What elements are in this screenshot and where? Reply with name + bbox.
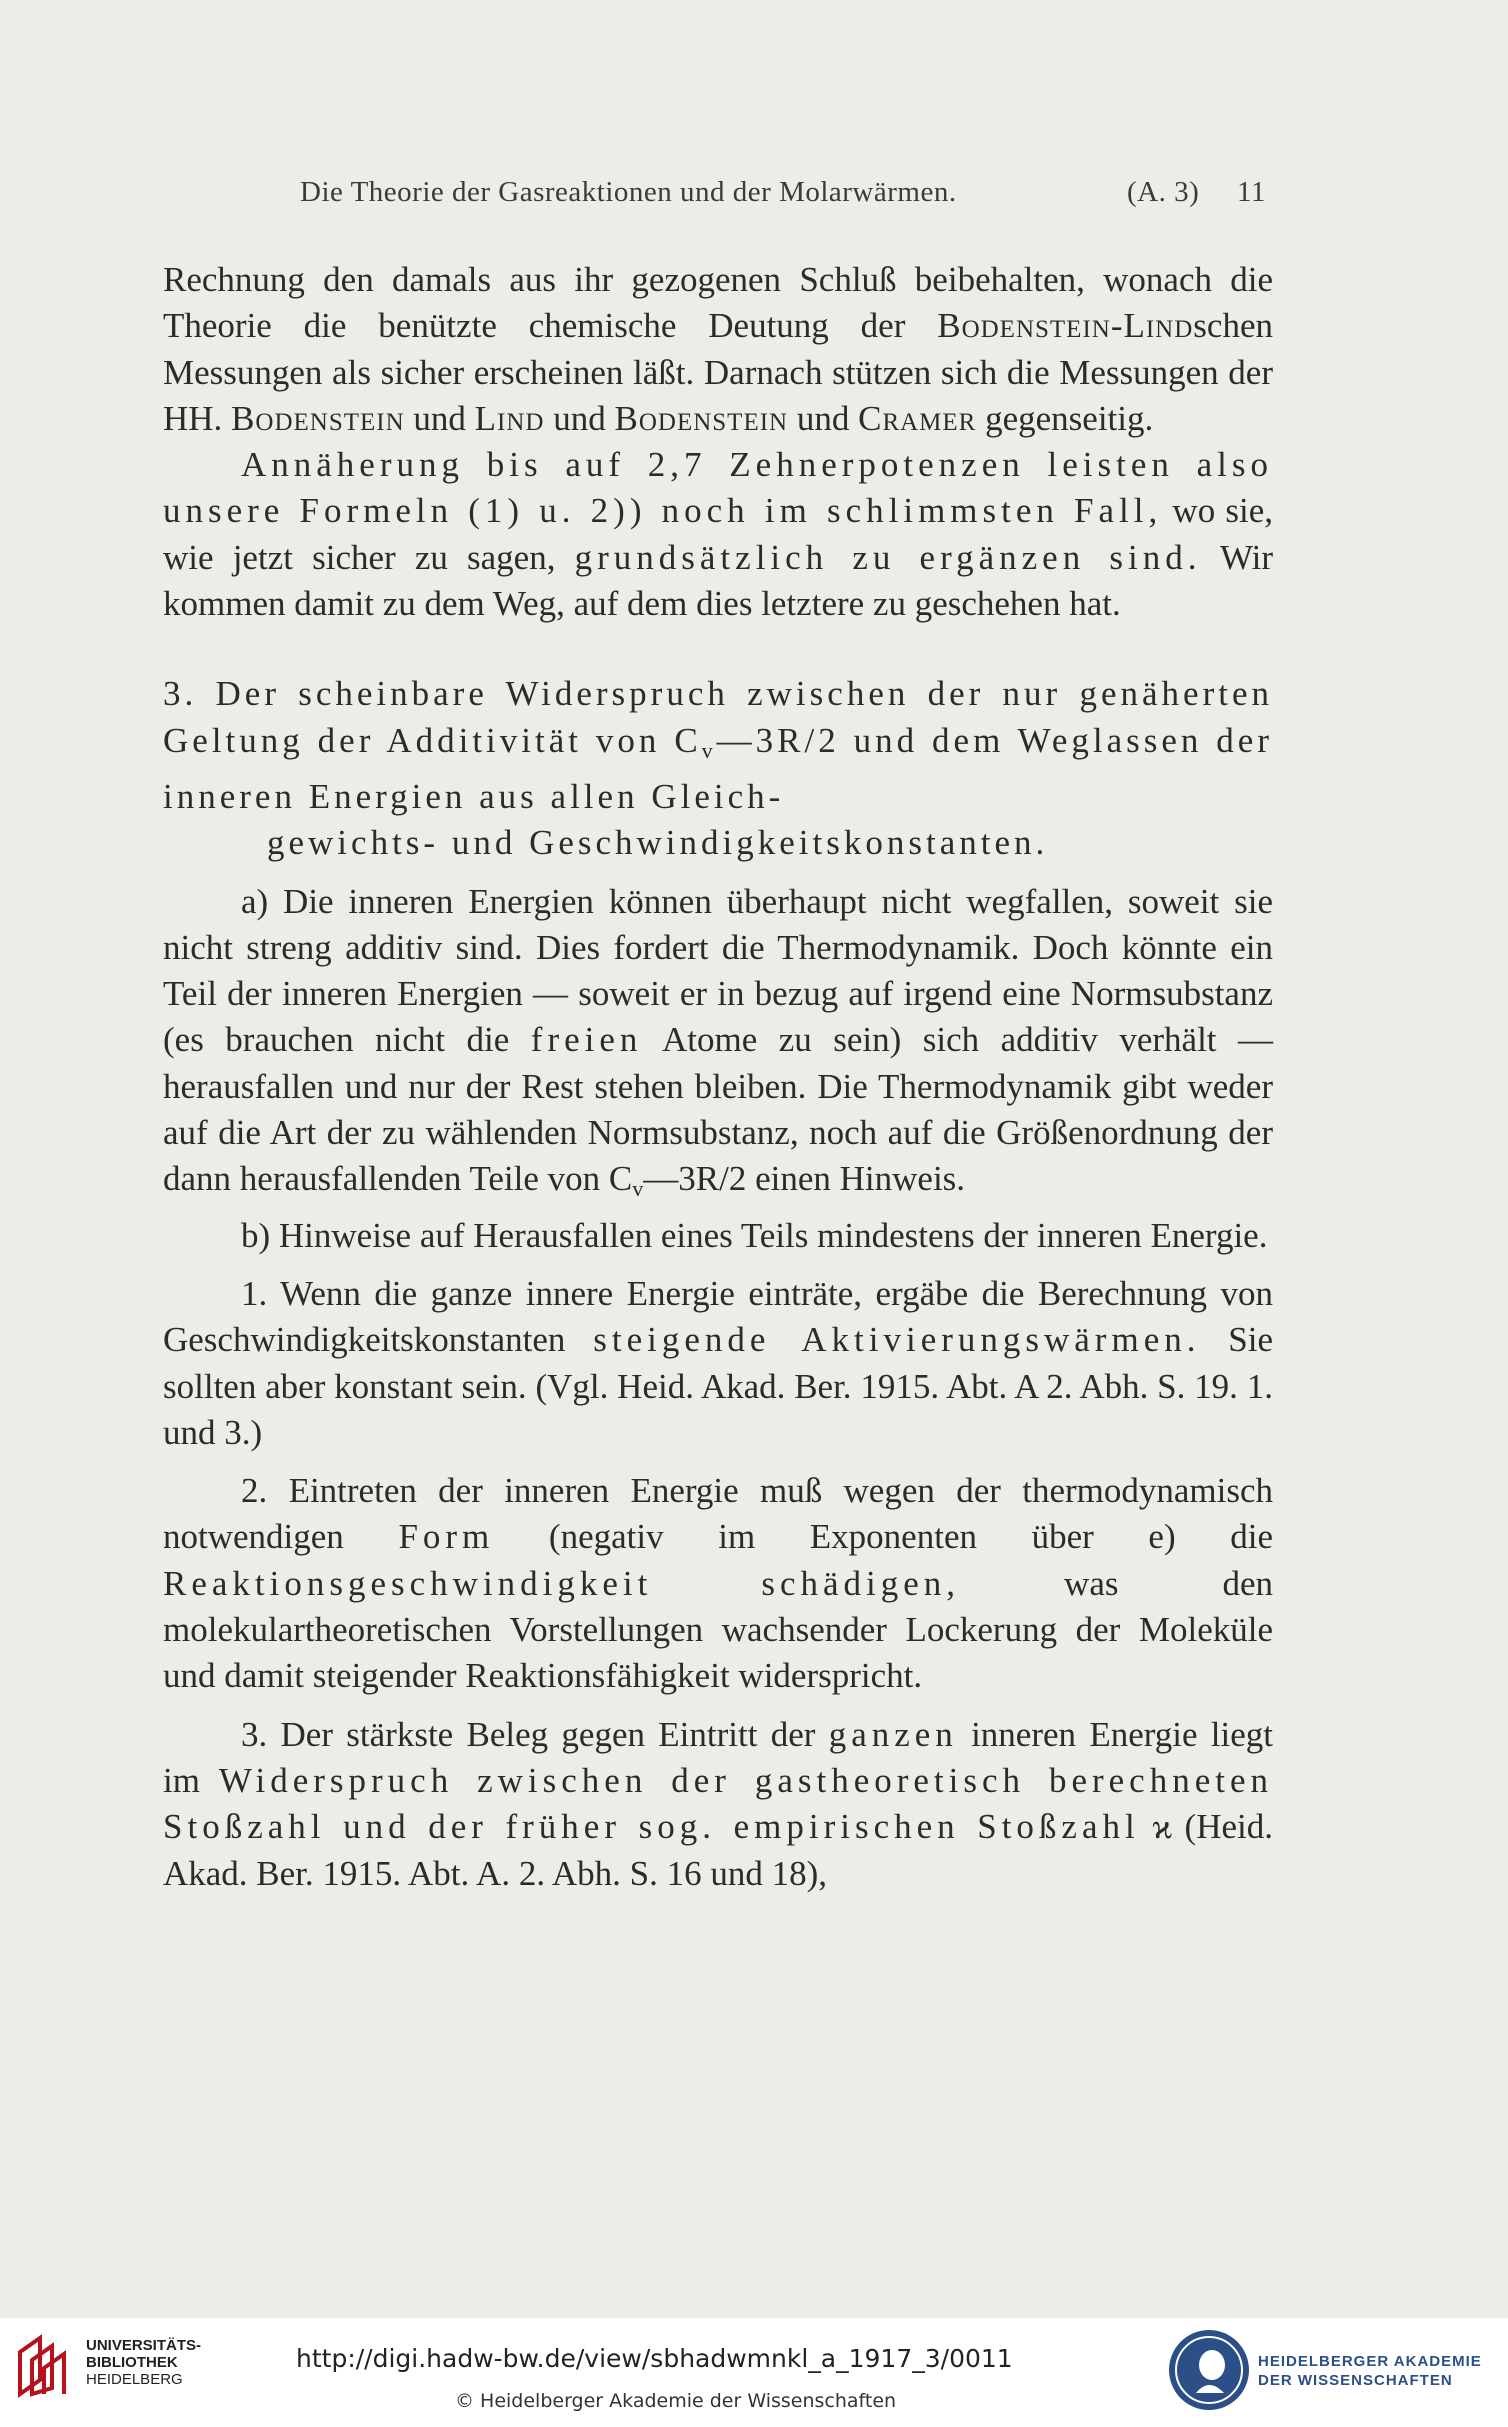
paragraph-1: 1. Wenn die ganze innere Energie einträte, ergäbe die Berechnung von Geschwindigkeitskonstanten steigende Aktivierungswärmen. Sie sollten aber konstant sein. (Vgl. Heid. Akad. Ber. 1915. Abt. A 2. Abh. S. 19. 1. und 3.) [163, 1273, 1273, 1452]
body-text [163, 257, 1273, 1897]
paragraph-a: a) Die inneren Energien können überhaupt nicht wegfallen, soweit sie nicht streng additiv sind. Dies fordert die Thermodynamik. Doch könnte ein Teil der inneren Energien — soweit er in bezug auf irgend eine Normsubstanz (es brauchen nicht die freien Atome zu sein) sich additiv verhält — herausfallen und nur der Rest stehen bleiben. Die Thermodynamik gibt weder auf die Art der zu wählenden Normsubstanz, noch auf die Größenordnung der dann herausfallenden Teile von $C_v—3R/2$ einen Hinweis. [163, 881, 1274, 1202]
section-heading: 3. Der scheinbare Widerspruch zwischen der nur genäherten Geltung der Additivität von $C_v—3R/2$ und dem Weglassen der inneren Energien aus allen Gleich- [163, 674, 1273, 816]
copyright-notice: © Heidelberger Akademie der Wissenschaften [455, 2390, 897, 2412]
academy-name: HEIDELBERGER AKADEMIE DER WISSENSCHAFTEN [1258, 2353, 1482, 2389]
university-library-name: UNIVERSITÄTS- BIBLIOTHEK HEIDELBERG [86, 2337, 202, 2388]
paragraph-b: b) Hinweise auf Herausfallen eines Teils mindestens der inneren Energie. [241, 1215, 1268, 1255]
university-library-logo-icon [14, 2330, 84, 2400]
section-label: (A. 3) [1127, 176, 1200, 208]
running-title: Die Theorie der Gasreaktionen und der Molarwärmen. [300, 176, 957, 208]
page-number: 11 [1237, 176, 1266, 208]
paragraph-rechnung: Rechnung den damals aus ihr gezogenen Schluß beibehalten, wonach die Theorie die benützte chemische Deutung der Bodenstein-Lindschen Messungen als sicher erscheinen läßt. Darnach stützen sich die Messungen der HH. Bodenstein und Lind und Bodenstein und Cramer gegenseitig. [163, 260, 1273, 438]
permalink-url[interactable]: http://digi.hadw-bw.de/view/sbhadwmnkl_a_1917_3/0011 [296, 2344, 1013, 2373]
section-heading-continuation: gewichts- und Geschwindigkeitskonstanten. [267, 823, 1049, 863]
paragraph-2: 2. Eintreten der inneren Energie muß wegen der thermodynamisch notwendigen Form (negativ im Exponenten über e) die Reaktionsgeschwindigkeit schädigen, was den molekulartheoretischen Vorstellungen wachsender Lockerung der Moleküle und damit steigender Reaktionsfähigkeit widerspricht. [163, 1471, 1274, 1696]
paragraph-3: 3. Der stärkste Beleg gegen Eintritt der ganzen inneren Energie liegt im Widerspruch zwischen der gastheoretisch berechneten Stoßzahl und der früher sog. empirischen Stoßzahl ϰ (Heid. Akad. Ber. 1915. Abt. A. 2. Abh. S. 16 und 18), [163, 1714, 1274, 1893]
paragraph-annaeherung: Annäherung bis auf 2,7 Zehnerpotenzen leisten also unsere Formeln (1) u. 2)) noch im schlimmsten Fall, wo sie, wie jetzt sicher zu sagen, grundsätzlich zu ergänzen sind. Wir kommen damit zu dem Weg, auf dem dies letztere zu geschehen hat. [163, 445, 1274, 624]
academy-seal-icon [1166, 2327, 1252, 2413]
